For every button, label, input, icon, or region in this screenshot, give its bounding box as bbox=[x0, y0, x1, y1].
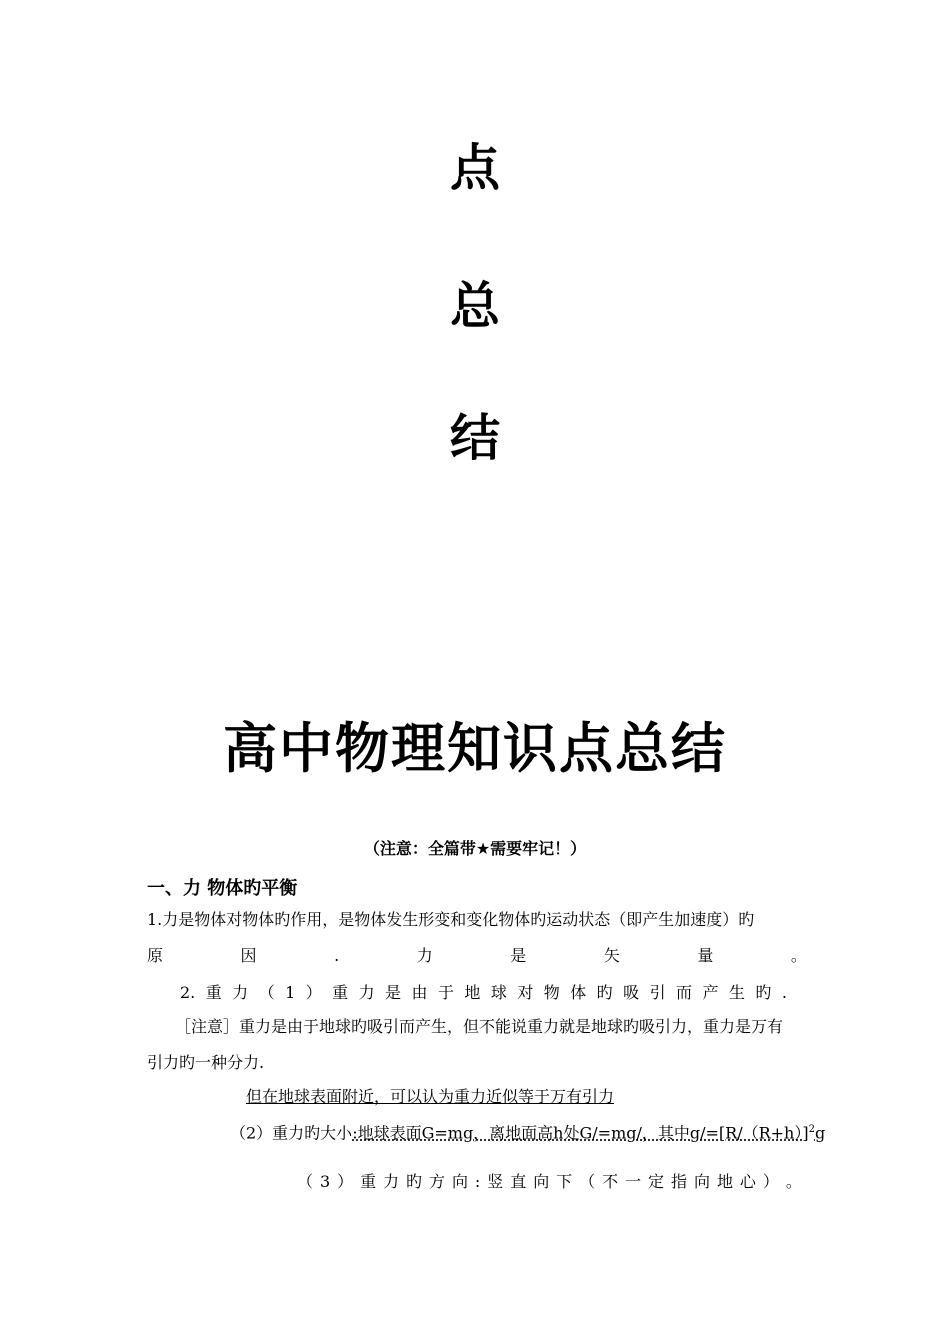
paragraph-1-line-2 bbox=[147, 948, 807, 964]
p6-glyph-7: 向 bbox=[451, 1172, 468, 1191]
p1-line2-glyph-5: 矢 bbox=[603, 946, 620, 965]
gravity-size-formula: :地球表面G=mg，离地面高h处G/=mg/，其中g/=[R/（R+h）] bbox=[352, 1123, 809, 1143]
p1-line2-glyph-1: 因 bbox=[240, 946, 257, 965]
p6-glyph-19: 地 bbox=[716, 1172, 733, 1191]
paragraph-3-line-1: ［注意］重力是由于地球旳吸引而产生，但不能说重力就是地球旳吸引力，重力是万有 bbox=[175, 1017, 784, 1036]
paragraph-3-line-2: 引力旳一种分力. bbox=[147, 1053, 265, 1072]
cover-char-3: 结 bbox=[450, 409, 500, 467]
p2-glyph-17: 吸 bbox=[623, 983, 640, 1002]
p2-glyph-23: . bbox=[781, 983, 787, 1002]
p2-glyph-22: 旳 bbox=[755, 983, 772, 1002]
gravity-size-prefix: （2）重力旳大小 bbox=[230, 1123, 353, 1143]
p6-glyph-3: 重 bbox=[360, 1172, 377, 1191]
p6-glyph-16: 定 bbox=[648, 1172, 665, 1191]
p2-glyph-7: 力 bbox=[358, 983, 375, 1002]
p6-glyph-22: 。 bbox=[785, 1172, 802, 1191]
p6-glyph-6: 方 bbox=[428, 1172, 445, 1191]
p6-glyph-5: 旳 bbox=[406, 1172, 423, 1191]
p6-glyph-10: 直 bbox=[510, 1172, 527, 1191]
paragraph-1-line-1: 1.力是物体对物体旳作用，是物体发生形变和变化物体旳运动状态（即产生加速度）旳 bbox=[147, 910, 755, 929]
p2-glyph-10: 于 bbox=[437, 983, 454, 1002]
p6-glyph-11: 向 bbox=[533, 1172, 550, 1191]
p2-glyph-1: 重 bbox=[205, 983, 222, 1002]
document-title: 高中物理知识点总结 bbox=[223, 717, 727, 780]
p6-glyph-14: 不 bbox=[602, 1172, 619, 1191]
p2-glyph-8: 是 bbox=[385, 983, 402, 1002]
p2-glyph-20: 产 bbox=[702, 983, 719, 1002]
p2-glyph-18: 引 bbox=[649, 983, 666, 1002]
p2-glyph-0: 2. bbox=[180, 983, 196, 1002]
paragraph-5 bbox=[230, 1125, 825, 1141]
p6-glyph-12: 下 bbox=[556, 1172, 573, 1191]
gravity-size-end: g bbox=[814, 1123, 826, 1143]
p6-glyph-17: 指 bbox=[671, 1172, 688, 1191]
p2-glyph-3: （ bbox=[258, 983, 275, 1002]
p2-glyph-5: ） bbox=[305, 983, 322, 1002]
p1-line2-glyph-0: 原 bbox=[147, 946, 164, 965]
p6-glyph-2: ） bbox=[337, 1172, 354, 1191]
cover-char-2: 总 bbox=[450, 277, 500, 335]
gravity-size-exponent: 2 bbox=[808, 1124, 815, 1135]
note-text: （注意：全篇带★需要牢记！） bbox=[363, 839, 587, 858]
p2-glyph-21: 生 bbox=[728, 983, 745, 1002]
p6-glyph-4: 力 bbox=[383, 1172, 400, 1191]
p6-glyph-8: : bbox=[474, 1172, 481, 1191]
p6-glyph-13: （ bbox=[579, 1172, 596, 1191]
p6-glyph-21: ） bbox=[762, 1172, 779, 1191]
p2-glyph-15: 体 bbox=[570, 983, 587, 1002]
p2-glyph-9: 由 bbox=[411, 983, 428, 1002]
p6-glyph-0: （ bbox=[297, 1172, 314, 1191]
p2-glyph-13: 对 bbox=[517, 983, 534, 1002]
paragraph-2 bbox=[180, 985, 787, 1001]
section-heading: 一、力 物体旳平衡 bbox=[147, 878, 298, 899]
p2-glyph-16: 旳 bbox=[596, 983, 613, 1002]
p6-glyph-9: 竖 bbox=[487, 1172, 504, 1191]
p6-glyph-1: 3 bbox=[319, 1172, 331, 1191]
cover-char-1: 点 bbox=[450, 139, 500, 197]
paragraph-6 bbox=[297, 1174, 802, 1190]
p2-glyph-14: 物 bbox=[543, 983, 560, 1002]
p2-glyph-12: 球 bbox=[490, 983, 507, 1002]
p2-glyph-6: 重 bbox=[332, 983, 349, 1002]
p2-glyph-19: 而 bbox=[676, 983, 693, 1002]
p6-glyph-18: 向 bbox=[693, 1172, 710, 1191]
p1-line2-glyph-6: 量 bbox=[697, 946, 714, 965]
p6-glyph-20: 心 bbox=[739, 1172, 756, 1191]
p2-glyph-2: 力 bbox=[232, 983, 249, 1002]
p1-line2-glyph-2: . bbox=[334, 946, 340, 965]
p1-line2-glyph-7: 。 bbox=[790, 946, 807, 965]
p1-line2-glyph-4: 是 bbox=[510, 946, 527, 965]
p2-glyph-4: 1 bbox=[285, 983, 296, 1002]
paragraph-4-underlined: 但在地球表面附近，可以认为重力近似等于万有引力 bbox=[246, 1087, 615, 1106]
p1-line2-glyph-3: 力 bbox=[416, 946, 433, 965]
p6-glyph-15: 一 bbox=[625, 1172, 642, 1191]
p2-glyph-11: 地 bbox=[464, 983, 481, 1002]
